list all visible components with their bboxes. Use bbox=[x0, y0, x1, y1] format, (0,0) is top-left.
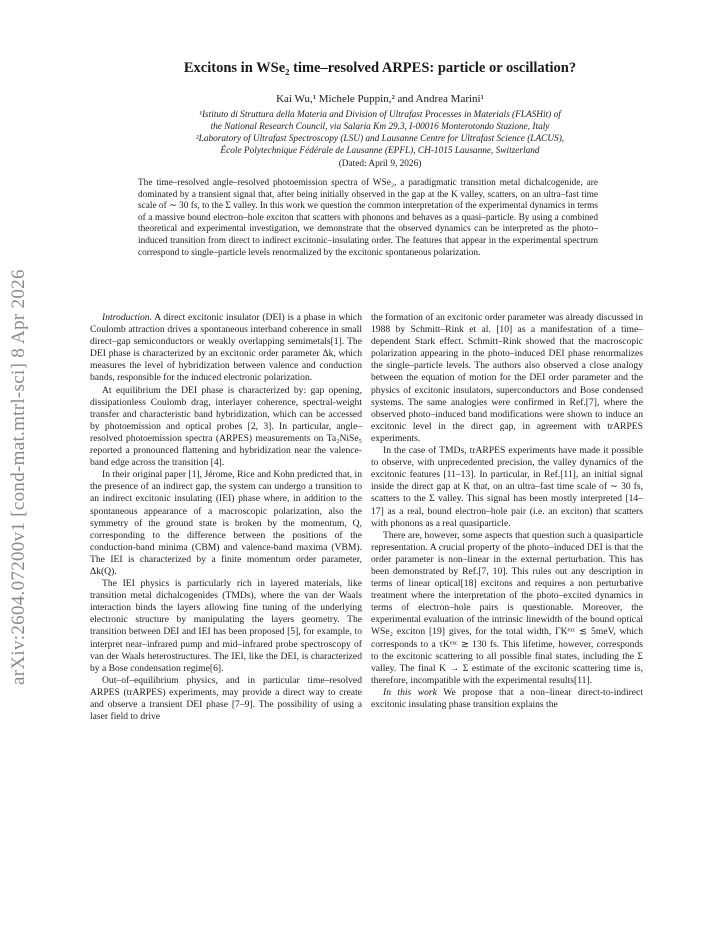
body-paragraph: the formation of an excitonic order parameter was already discussed in 1988 by Schmitt–Rink et al. [10] as a manifestation of a time–dependent Stark effect. Schmitt–Rink showed that the macroscopic polarization appearing in the photo–induced DEI phase renormalizes the single–particle levels. The authors also observed a close analogy between the equation of motion for the DEI order parameter and the physics of excitonic insulators, superconductors and Bose condensed systems. The same analogies were confirmed in Ref.[7], where the observed photo–induced band modifications were shown to induce an excitonic level in the direct gap, in agreement with trARPES experiments. bbox=[371, 312, 643, 444]
body-paragraph: There are, however, some aspects that question such a quasiparticle representation. A crucial property of the photo–induced DEI is that the order parameter is non–linear in the external perturbation. This has been demonstrated by Ref.[7, 10]. This rules out any description in terms of linear optical[18] excitons and requires a non perturbative treatment where the interpretation of the photo–excited dynamics in terms of electron–hole pairs is questionable. Moreover, the experimental evaluation of the intrinsic linewidth of the bound optical WSe₂ exciton [19] gives, for the total width, ΓKᵉˣᶜ ≲ 5meV, which corresponds to a τKᵉˣᶜ ≳ 130 fs. This lifetime, however, corresponds to the excitonic scattering to all possible final states, including the Σ valley. The final K → Σ estimate of the excitonic scattering time is, therefore, incompatible with the experimental results[11]. bbox=[371, 529, 643, 686]
introduction-paragraph bbox=[90, 312, 362, 385]
body-paragraph: At equilibrium the DEI phase is characterized by: gap opening, dissipationless Coulomb drag, interlayer coherence, spectral-weight transfer and characteristic band hybridization, which can be accessed by photoemission and optical probes [2, 3]. In particular, angle–resolved photoemission spectra (ARPES) measurements on Ta₂NiSe₅ reported a pronounced flattening and hybridization near the valence-band edge across the transition [4]. bbox=[90, 384, 362, 469]
in-this-work-text: We propose that a non–linear direct-to-indirect excitonic insulating phase transition explains the bbox=[371, 686, 643, 710]
left-column bbox=[90, 312, 362, 723]
body-paragraph: Out–of–equilibrium physics, and in particular time–resolved ARPES (trARPES) experiments, may provide a direct way to create and observe a transient DEI phase [7–9]. The possibility of using a laser field to drive bbox=[90, 674, 362, 723]
right-column bbox=[371, 312, 643, 711]
author-list: Kai Wu,¹ Michele Puppin,² and Andrea Marini¹ bbox=[276, 93, 484, 105]
in-this-work-label: In this work bbox=[383, 686, 437, 698]
affiliation-line: ²Laboratory of Ultrafast Spectroscopy (LSU) and Lausanne Centre for Ultrafast Science (LACUS), bbox=[195, 134, 565, 144]
body-paragraph: In the case of TMDs, trARPES experiments have made it possible to observe, with unprecedented precision, the valley dynamics of the excitonic features [11–13]. In particular, in Ref.[11], an initial signal inside the direct gap at K that, on an ultra–fast time scale of ∼ 30 fs, scatters to the Σ valley. This signal has been mostly interpreted [14–17] as a real, bound electron–hole pair (i.e. an exciton) that scatters with phonons as a real quasiparticle. bbox=[371, 445, 643, 529]
affiliation-line: ¹Istituto di Struttura della Materia and Division of Ultrafast Processes in Materials (FLASHit) of bbox=[199, 110, 561, 120]
affiliation-line: the National Research Council, via Salaria Km 29.3, I-00016 Monterotondo Stazione, Italy bbox=[210, 122, 550, 132]
introduction-label: Introduction. bbox=[102, 312, 153, 323]
paper-title: Excitons in WSe₂ time–resolved ARPES: particle or oscillation? bbox=[183, 60, 577, 76]
in-this-work-paragraph bbox=[371, 687, 643, 711]
arxiv-sidebar bbox=[0, 200, 52, 700]
body-paragraph: In their original paper [1], Jérome, Rice and Kohn predicted that, in the presence of an indirect gap, the system can undergo a transition to an indirect excitonic insulating (IEI) phase where, in addition to the spontaneous appearance of a macroscopic polarization, also the symmetry of the ground state is broken by the momentum, Q, corresponding to the difference between the positions of the conduction-band minima (CBM) and valence-band maxima (VBM). The IEI is characterized by a finite momentum order parameter, Δk(Q). bbox=[90, 469, 362, 577]
affiliation-line: École Polytechnique Fédérale de Lausanne (EPFL), CH-1015 Lausanne, Switzerland bbox=[220, 146, 540, 156]
arxiv-identifier: arXiv:2604.07200v1 [cond-mat.mtrl-sci] 8 Apr 2026 bbox=[8, 269, 29, 685]
paper-header bbox=[90, 60, 670, 169]
introduction-text: A direct excitonic insulator (DEI) is a phase in which Coulomb attraction drives a spontaneous interband coherence in small direct–gap semiconductors or weakly overlapping semimetals[1]. The DEI phase is characterized by an excitonic order parameter Δk, which measures the level of hybridization between valence and conduction bands, responsible for the induced electronic polarization. bbox=[90, 312, 362, 384]
abstract: The time–resolved angle–resolved photoemission spectra of WSe₂, a paradigmatic transition metal dichalcogenide, are dominated by a transient signal that, after being initially observed in the gap at the K valley, scatters, on an ultra–fast time scale of ∼ 30 fs, to the Σ valley. In this work we question the common interpretation of the experimental dynamics in terms of a massive bound electron–hole exciton that scatters with phonons and behaves as a quasi–particle. By using a combined theoretical and experimental investigation, we demonstrate that the observed dynamics can be interpreted as the photo–induced transition from direct to indirect excitonic–insulating order. The features that appear in the experimental spectrum correspond to single–particle levels renormalized by the excitonic spontaneous polarization. bbox=[138, 178, 598, 258]
dated-line: (Dated: April 9, 2026) bbox=[338, 159, 422, 169]
body-paragraph: The IEI physics is particularly rich in layered materials, like transition metal dichalcogenides (TMDs), where the van der Waals interaction binds the layers allowing fine tuning of the underlying electronic structure by manipulating the layers geometry. The transition between DEI and IEI has been proposed [5], for example, to interpret near–infrared pump and mid–infrared probe spectroscopy of van der Waals heterostructures. The IEI, like the DEI, is characterized by a Bose condensation regime[6]. bbox=[90, 578, 362, 674]
